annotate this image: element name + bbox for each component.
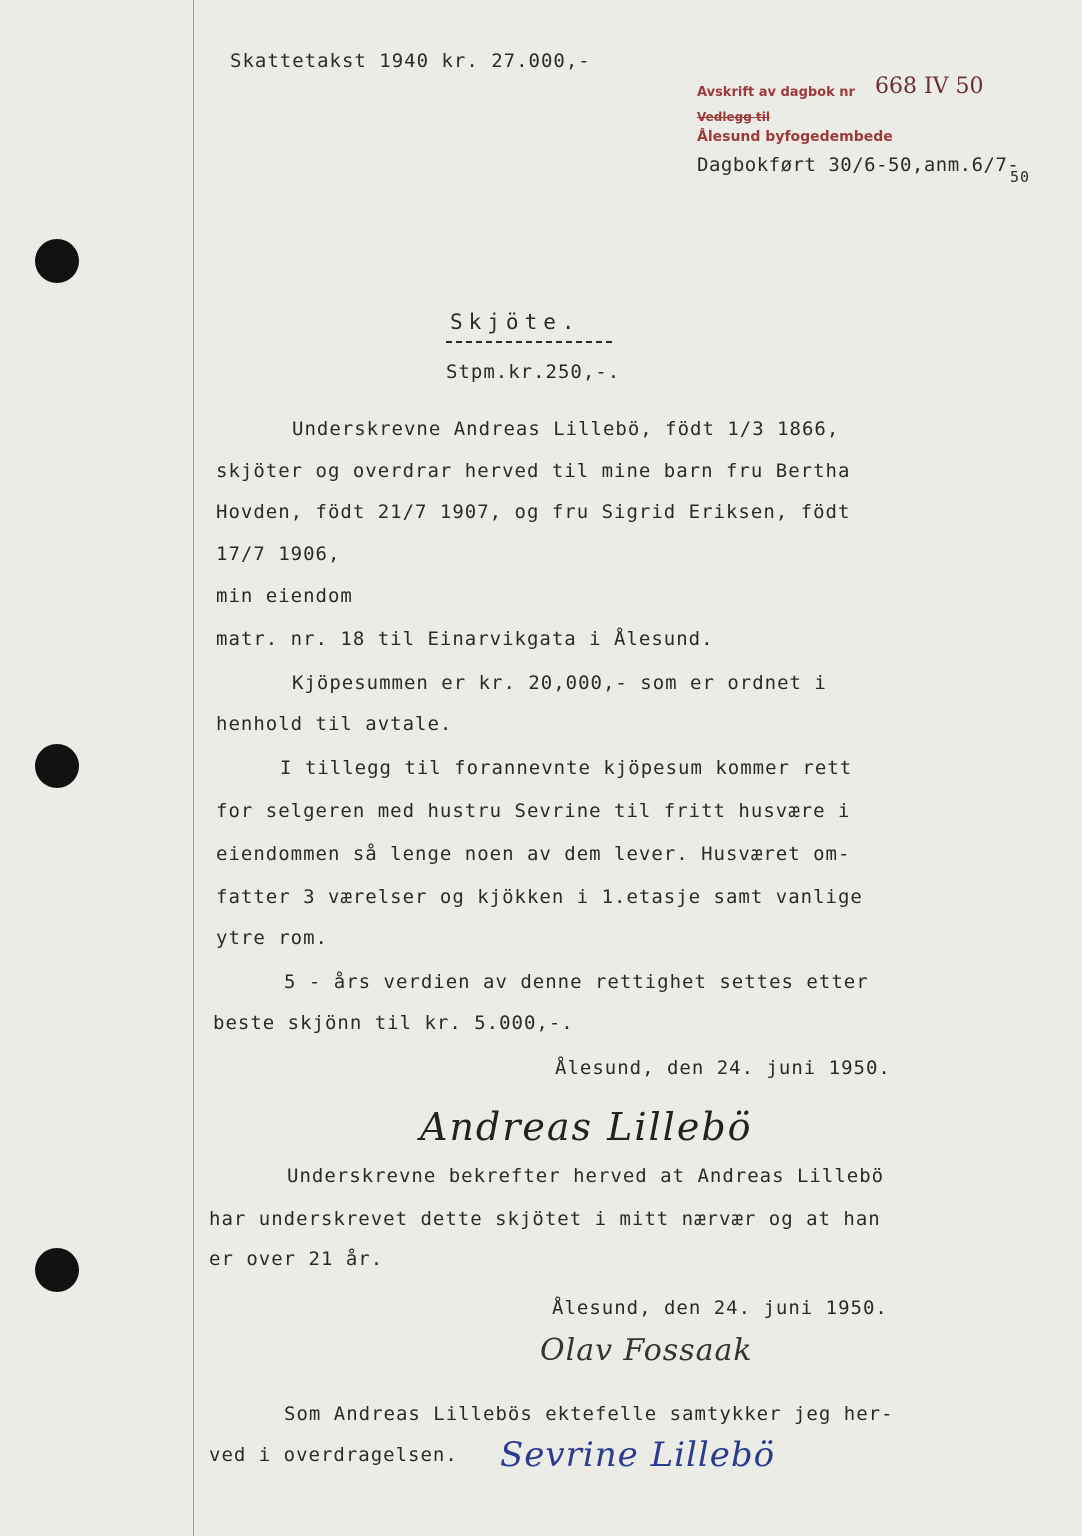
stamp-line-1: Avskrift av dagbok nr xyxy=(697,85,855,100)
body-line: Hovden, födt 21/7 1907, og fru Sigrid Eriksen, födt xyxy=(216,501,851,523)
body-line: matr. nr. 18 til Einarvikgata i Ålesund. xyxy=(216,628,714,650)
punch-hole xyxy=(35,1248,79,1292)
place-date-1: Ålesund, den 24. juni 1950. xyxy=(555,1057,891,1079)
consent-line: Som Andreas Lillebös ektefelle samtykker jeg her- xyxy=(284,1403,894,1425)
body-line: beste skjönn til kr. 5.000,-. xyxy=(213,1012,574,1034)
signature-spouse: Sevrine Lillebö xyxy=(500,1435,776,1475)
body-line: skjöter og overdrar herved til mine barn fru Bertha xyxy=(216,460,851,482)
body-line: henhold til avtale. xyxy=(216,713,453,735)
stamp-handwritten-number: 668 IV 50 xyxy=(875,74,984,99)
signature-andreas-lilleboe: Andreas Lillebö xyxy=(420,1105,753,1149)
place-date-2: Ålesund, den 24. juni 1950. xyxy=(552,1297,888,1319)
body-line: 5 - års verdien av denne rettighet settes etter xyxy=(284,971,869,993)
body-line: 17/7 1906, xyxy=(216,543,341,565)
dagbok-year: 50 xyxy=(1010,168,1031,186)
body-line: for selgeren med hustru Sevrine til fritt husvære i xyxy=(216,800,851,822)
body-line: min eiendom xyxy=(216,585,353,607)
body-line: eiendommen så lenge noen av dem lever. Husværet om- xyxy=(216,843,851,865)
signature-witness: Olav Fossaak xyxy=(540,1333,753,1368)
dagbok-registration-line: Dagbokført 30/6-50,anm.6/7- xyxy=(697,154,1020,176)
punch-hole xyxy=(35,239,79,283)
punch-hole xyxy=(35,744,79,788)
stamp-line-3: Ålesund byfogedembede xyxy=(697,129,893,145)
stamp-line-2: Vedlegg til xyxy=(697,110,770,124)
title-underline xyxy=(446,341,612,343)
consent-line: ved i overdragelsen. xyxy=(209,1444,458,1466)
stamp-duty-line: Stpm.kr.250,-. xyxy=(446,361,621,383)
body-line: I tillegg til forannevnte kjöpesum kommer rett xyxy=(280,757,853,779)
tax-assessment-line: Skattetakst 1940 kr. 27.000,- xyxy=(230,50,591,72)
witness-line: er over 21 år. xyxy=(209,1248,384,1270)
witness-line: Underskrevne bekrefter herved at Andreas Lillebö xyxy=(287,1165,885,1187)
body-line: fatter 3 værelser og kjökken i 1.etasje samt vanlige xyxy=(216,886,863,908)
margin-line xyxy=(193,0,194,1536)
witness-line: har underskrevet dette skjötet i mitt nærvær og at han xyxy=(209,1208,881,1230)
body-line: Kjöpesummen er kr. 20,000,- som er ordnet i xyxy=(292,672,827,694)
document-title: Skjöte. xyxy=(450,310,581,334)
body-line: ytre rom. xyxy=(216,927,328,949)
body-line: Underskrevne Andreas Lillebö, födt 1/3 1866, xyxy=(292,418,840,440)
